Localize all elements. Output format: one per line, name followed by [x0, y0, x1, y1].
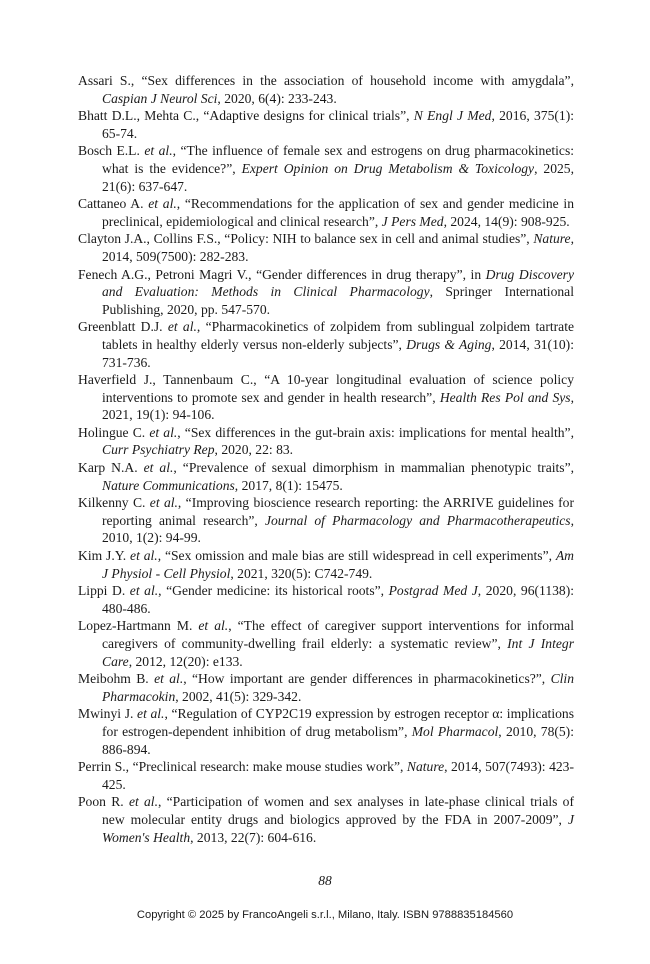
reference-entry: Lippi D. et al., “Gender medicine: its historical roots”, Postgrad Med J, 2020, 96(1138): 480-486.: [78, 583, 575, 616]
reference-entry: Kilkenny C. et al., “Improving bioscience research reporting: the ARRIVE guidelines for reporting animal research”, Journal of Pharmacology and Pharmacotherapeutics, 2010, 1(2): 94-99.: [78, 495, 575, 546]
reference-entry: Poon R. et al., “Participation of women and sex analyses in late-phase clinical trials of new molecular entity drugs and biologics approved by the FDA in 2007-2009”, J Women's Health, 2013, 22(7): 604-616.: [78, 794, 575, 845]
reference-entry: Fenech A.G., Petroni Magri V., “Gender differences in drug therapy”, in Drug Discovery and Evaluation: Methods in Clinical Pharmacology, Springer International Publishing, 2020, pp. 547-570.: [78, 266, 574, 317]
reference-entry: Meibohm B. et al., “How important are gender differences in pharmacokinetics?”, Clin Pharmacokin, 2002, 41(5): 329-342.: [78, 671, 575, 704]
reference-entry: Karp N.A. et al., “Prevalence of sexual dimorphism in mammalian phenotypic traits”, Nature Communications, 2017, 8(1): 15475.: [78, 460, 574, 493]
reference-entry: Cattaneo A. et al., “Recommendations for the application of sex and gender medicine in preclinical, epidemiological and clinical research”, J Pers Med, 2024, 14(9): 908-925.: [78, 196, 574, 229]
page-number: 88: [318, 873, 332, 888]
reference-entry: Kim J.Y. et al., “Sex omission and male bias are still widespread in cell experiments”, Am J Physiol - Cell Physiol, 2021, 320(5): C742-749.: [78, 548, 574, 581]
reference-entry: Haverfield J., Tannenbaum C., “A 10-year longitudinal evaluation of science policy interventions to promote sex and gender in health research”, Health Res Pol and Sys, 2021, 19(1): 94-106.: [78, 372, 574, 423]
reference-entry: Bhatt D.L., Mehta C., “Adaptive designs for clinical trials”, N Engl J Med, 2016, 375(1): 65-74.: [78, 108, 574, 141]
reference-entry: Lopez-Hartmann M. et al., “The effect of caregiver support interventions for informal caregivers of community-dwelling frail elderly: a systematic review”, Int J Integr Care, 2012, 12(20): e133.: [78, 618, 575, 669]
reference-entry: Clayton J.A., Collins F.S., “Policy: NIH to balance sex in cell and animal studies”, Nature, 2014, 509(7500): 282-283.: [78, 231, 574, 264]
reference-entry: Perrin S., “Preclinical research: make mouse studies work”, Nature, 2014, 507(7493): 423-425.: [78, 759, 574, 792]
reference-entry: Holingue C. et al., “Sex differences in the gut-brain axis: implications for mental health”, Curr Psychiatry Rep, 2020, 22: 83.: [78, 424, 574, 458]
reference-entry: Greenblatt D.J. et al., “Pharmacokinetics of zolpidem from sublingual zolpidem tartrate tablets in healthy elderly versus non-elderly subjects”, Drugs & Aging, 2014, 31(10): 731-736.: [78, 319, 574, 370]
reference-entry: Mwinyi J. et al., “Regulation of CYP2C19 expression by estrogen receptor α: implications for estrogen-dependent inhibition of drug metabolism”, Mol Pharmacol, 2010, 78(5): 886-894.: [78, 706, 574, 757]
reference-list: [78, 72, 574, 846]
reference-entry: Assari S., “Sex differences in the association of household income with amygdala”, Caspian J Neurol Sci, 2020, 6(4): 233-243.: [78, 73, 574, 106]
copyright-notice: Copyright © 2025 by FrancoAngeli s.r.l., Milano, Italy. ISBN 9788835184560: [136, 909, 514, 921]
reference-entry: Bosch E.L. et al., “The influence of female sex and estrogens on drug pharmacokinetics: what is the evidence?”, Expert Opinion on Drug Metabolism & Toxicology, 2025, 21(6): 637-647.: [78, 143, 575, 194]
